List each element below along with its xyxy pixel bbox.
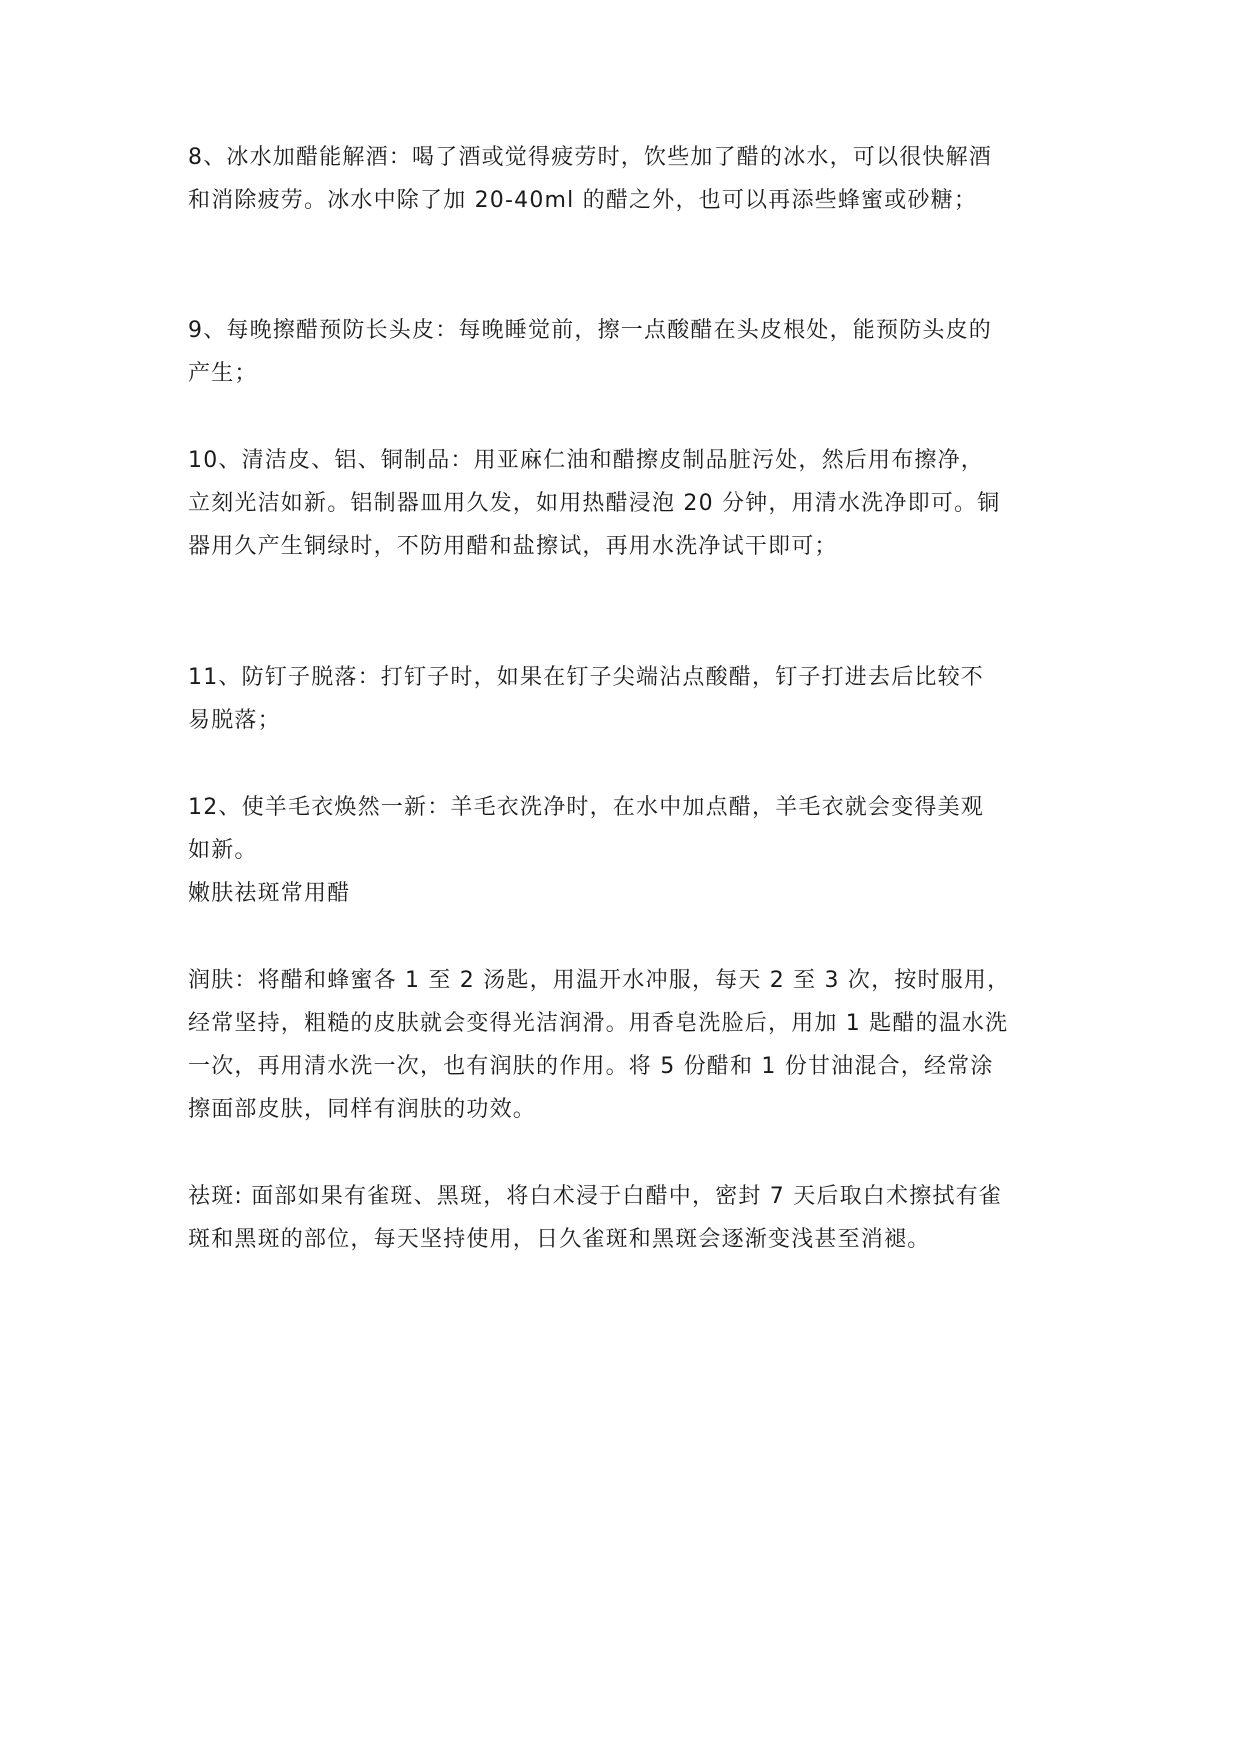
section-heading: 嫩肤祛斑常用醋 <box>188 881 351 906</box>
text-line: 立刻光洁如新。铝制器皿用久发，如用热醋浸泡 20 分钟，用清水洗净即可。铜 <box>188 491 1001 516</box>
text-line: 一次，再用清水洗一次，也有润肤的作用。将 5 份醋和 1 份甘油混合，经常涂 <box>188 1054 994 1079</box>
text-line: 斑和黑斑的部位，每天坚持使用，日久雀斑和黑斑会逐渐变浅甚至消褪。 <box>188 1227 931 1252</box>
text-line: 9、每晚擦醋预防长头皮：每晚睡觉前，擦一点酸醋在头皮根处，能预防头皮的 <box>188 318 992 343</box>
text-line: 祛斑: 面部如果有雀斑、黑斑，将白术浸于白醋中，密封 7 天后取白术擦拭有雀 <box>188 1184 1002 1209</box>
text-line: 器用久产生铜绿时，不防用醋和盐擦试，再用水洗净试干即可； <box>188 534 838 559</box>
text-line: 11、防钉子脱落：打钉子时，如果在钉子尖端沾点酸醋，钉子打进去后比较不 <box>188 665 984 690</box>
text-line: 易脱落； <box>188 708 281 733</box>
text-line: 如新。 <box>188 838 258 863</box>
text-line: 经常坚持，粗糙的皮肤就会变得光洁润滑。用香皂洗脸后，用加 1 匙醋的温水洗 <box>188 1011 1009 1036</box>
text-line: 产生； <box>188 361 258 386</box>
text-line: 和消除疲劳。冰水中除了加 20-40ml 的醋之外，也可以再添些蜂蜜或砂糖； <box>188 188 978 213</box>
text-line: 12、使羊毛衣焕然一新：羊毛衣洗净时，在水中加点醋，羊毛衣就会变得美观 <box>188 795 984 820</box>
text-line: 10、清洁皮、铝、铜制品：用亚麻仁油和醋擦皮制品脏污处，然后用布擦净， <box>188 448 984 473</box>
text-line: 8、冰水加醋能解酒：喝了酒或觉得疲劳时，饮些加了醋的冰水，可以很快解酒 <box>188 145 992 170</box>
text-line: 擦面部皮肤，同样有润肤的功效。 <box>188 1097 537 1122</box>
text-line: 润肤：将醋和蜂蜜各 1 至 2 汤匙，用温开水冲服，每天 2 至 3 次，按时服用， <box>188 968 1011 993</box>
